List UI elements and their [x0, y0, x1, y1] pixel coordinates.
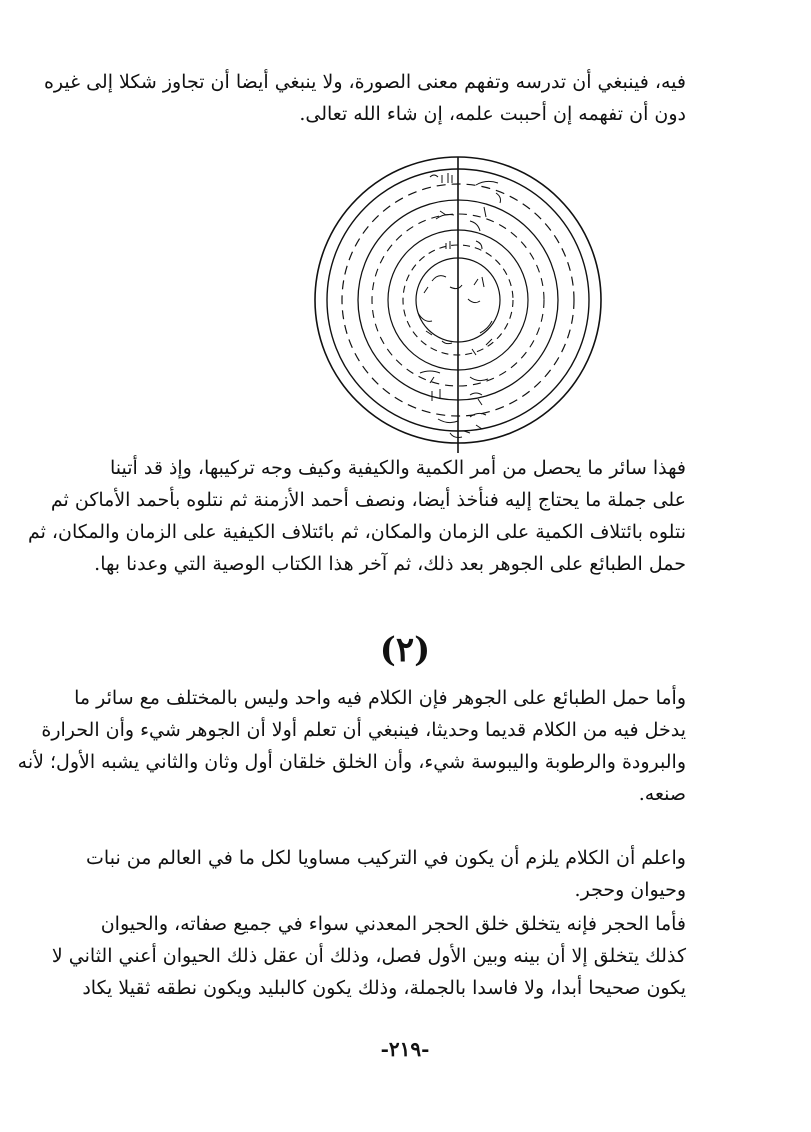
section-number: (٢)	[379, 630, 431, 670]
text-line: فأما الحجر فإنه يتخلق خلق الحجر المعدني سواء في جميع صفاته، والحيوان	[100, 913, 686, 935]
section-paragraph-2	[86, 842, 686, 906]
text-line: حمل الطبائع على الجوهر بعد ذلك، ثم آخر هذا الكتاب الوصية التي وعدنا بها.	[94, 553, 686, 575]
text-line: دون أن تفهمه إن أحببت علمه، إن شاء الله تعالى.	[299, 103, 686, 125]
text-line: كذلك يتخلق إلا أن بينه وبين الأول فصل، وذلك أن عقل ذلك الحيوان أعني الثاني لا	[51, 945, 686, 967]
page-number: -٢١٩-	[380, 1037, 430, 1061]
section-paragraph-1	[17, 682, 686, 810]
text-line: صنعه.	[638, 783, 686, 805]
text-line: فيه، فينبغي أن تدرسه وتفهم معنى الصورة، ولا ينبغي أيضا أن تجاوز شكلا إلى غيره	[43, 71, 686, 93]
concentric-circles-diagram	[300, 163, 618, 455]
after-diagram-paragraph	[27, 452, 686, 580]
text-line: نتلوه بائتلاف الكمية على الزمان والمكان، ثم بائتلاف الكيفية على الزمان والمكان، ثم	[27, 521, 686, 543]
text-line: وأما حمل الطبائع على الجوهر فإن الكلام فيه واحد وليس بالمختلف مع سائر ما	[74, 687, 686, 709]
intro-paragraph	[43, 66, 686, 130]
handwritten-marks	[418, 173, 501, 438]
text-line: يكون صحيحا أبدا، ولا فاسدا بالجملة، وذلك يكون كالبليد ويكون نطقه ثقيلا يكاد	[82, 977, 686, 999]
text-line: يدخل فيه من الكلام قديما وحديثا، فينبغي أن تعلم أولا أن الجوهر شيء وأن الحرارة	[41, 719, 686, 741]
text-line: وحيوان وحجر.	[574, 879, 686, 901]
section-paragraph-3	[51, 908, 686, 1004]
text-line: على جملة ما يحتاج إليه فنأخذ أيضا، ونصف أحمد الأزمنة ثم نتلوه بأحمد الأماكن ثم	[50, 489, 686, 511]
text-line: فهذا سائر ما يحصل من أمر الكمية والكيفية وكيف وجه تركيبها، وإذ قد أتينا	[109, 457, 686, 479]
text-line: والبرودة والرطوبة واليبوسة شيء، وأن الخلق خلقان أول وثان والثاني يشبه الأول؛ لأنه	[17, 751, 686, 773]
text-line: واعلم أن الكلام يلزم أن يكون في التركيب مساويا لكل ما في العالم من نبات	[86, 847, 686, 869]
